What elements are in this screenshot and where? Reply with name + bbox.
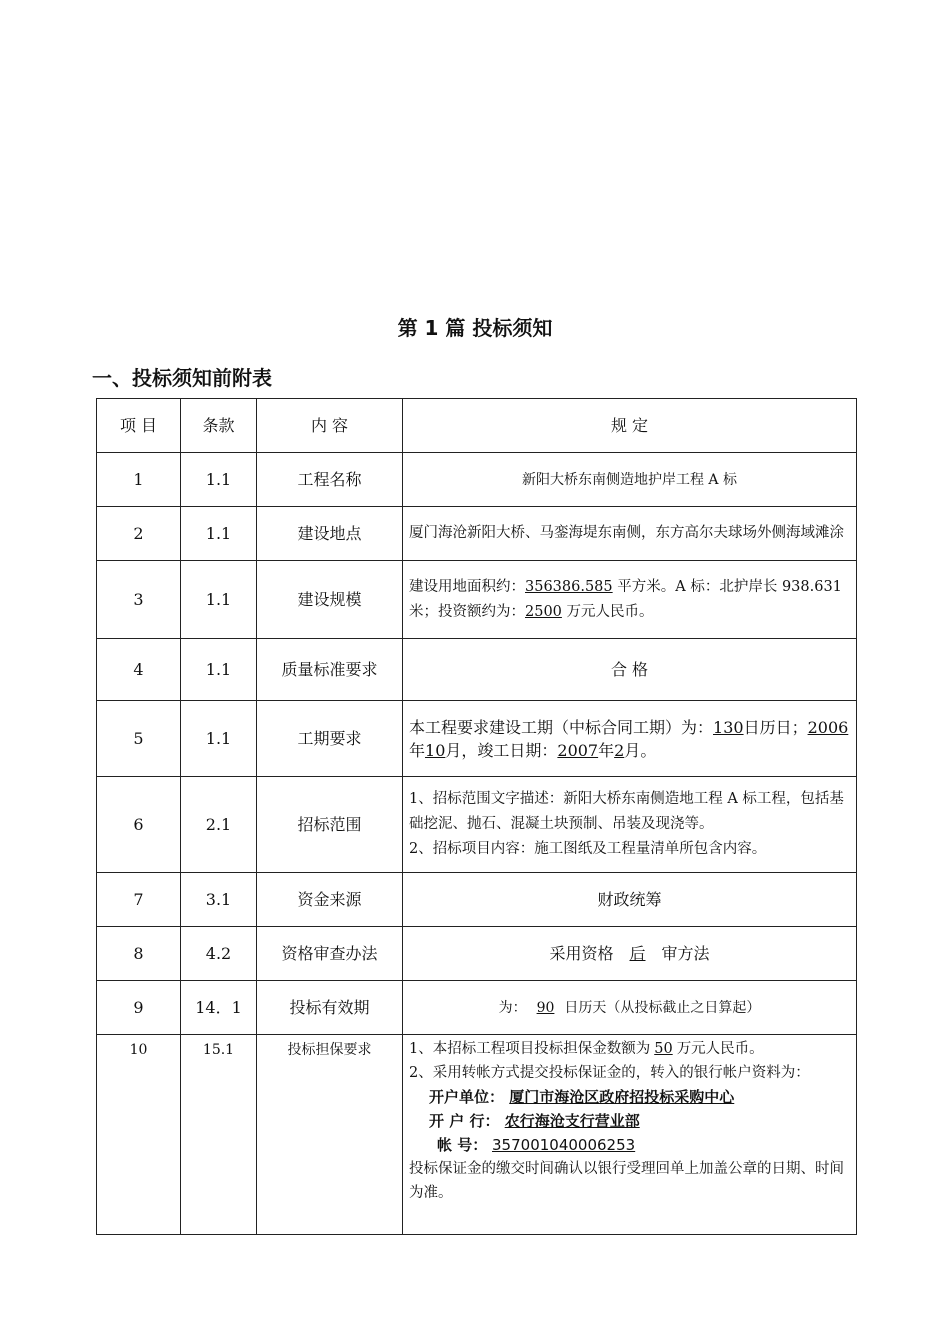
year-label: 年 xyxy=(409,740,426,760)
row-rule xyxy=(403,561,857,639)
bid-notice-table xyxy=(96,398,857,1235)
table-header-row xyxy=(97,399,857,453)
end-month: 2 xyxy=(614,740,625,760)
row-clause: 1.1 xyxy=(181,507,257,561)
table-row xyxy=(97,981,857,1035)
row-name: 资金来源 xyxy=(257,873,403,927)
row-clause: 1.1 xyxy=(181,453,257,507)
rule-text: 为： xyxy=(498,999,527,1016)
rule-text: 建设用地面积约： xyxy=(409,578,525,595)
guarantee-line-3: 投标保证金的缴交时间确认以银行受理回单上加盖公章的日期、时间为准。 xyxy=(409,1161,844,1201)
table-row xyxy=(97,1035,857,1235)
row-clause: 2.1 xyxy=(181,777,257,873)
start-month: 10 xyxy=(425,740,446,760)
start-year: 2006 xyxy=(807,717,849,737)
row-clause: 14．1 xyxy=(181,981,257,1035)
rule-text: 万元人民币。 xyxy=(676,1041,764,1057)
row-name: 资格审查办法 xyxy=(257,927,403,981)
rule-text: 日历日； xyxy=(743,717,808,737)
row-name: 质量标准要求 xyxy=(257,639,403,701)
row-name: 投标担保要求 xyxy=(257,1035,403,1235)
row-rule: 合 格 xyxy=(403,639,857,701)
bank-label: 开 户 行： xyxy=(429,1112,500,1130)
row-no: 8 xyxy=(97,927,181,981)
row-no: 2 xyxy=(97,507,181,561)
row-no: 6 xyxy=(97,777,181,873)
header-rule: 规 定 xyxy=(403,399,857,453)
row-no: 7 xyxy=(97,873,181,927)
year-label: 年 xyxy=(598,740,615,760)
row-rule: 厦门海沧新阳大桥、马銮海堤东南侧，东方高尔夫球场外侧海域滩涂 xyxy=(403,507,857,561)
page-title: 第 1 篇 投标须知 xyxy=(397,316,553,340)
account-line xyxy=(409,1133,850,1157)
row-name: 招标范围 xyxy=(257,777,403,873)
row-clause: 4.2 xyxy=(181,927,257,981)
unit-label: 开户单位： xyxy=(429,1088,505,1106)
row-rule xyxy=(403,981,857,1035)
scope-line-1: 1、招标范围文字描述：新阳大桥东南侧造地工程 A 标工程，包括基础挖泥、抛石、混凝土块预制、吊装及现浇等。 xyxy=(409,791,844,832)
row-name: 工程名称 xyxy=(257,453,403,507)
method-value: 后 xyxy=(629,943,646,963)
row-rule xyxy=(403,1035,857,1235)
section-heading: 一、投标须知前附表 xyxy=(92,366,272,390)
row-rule xyxy=(403,927,857,981)
invest-value: 2500 xyxy=(525,603,562,620)
row-rule xyxy=(403,777,857,873)
bank-line xyxy=(409,1109,850,1133)
account-value: 357001040006253 xyxy=(492,1136,636,1154)
row-rule xyxy=(403,701,857,777)
row-clause: 1.1 xyxy=(181,561,257,639)
table-row xyxy=(97,873,857,927)
row-no: 4 xyxy=(97,639,181,701)
bank-value: 农行海沧支行营业部 xyxy=(504,1112,640,1130)
header-clause: 条款 xyxy=(181,399,257,453)
row-no: 9 xyxy=(97,981,181,1035)
guarantee-amount: 50 xyxy=(654,1041,673,1057)
rule-text: 月。 xyxy=(624,740,657,760)
header-item: 项 目 xyxy=(97,399,181,453)
table-row xyxy=(97,777,857,873)
row-name: 建设地点 xyxy=(257,507,403,561)
rule-text: 本工程要求建设工期（中标合同工期）为： xyxy=(409,717,714,737)
account-label: 帐 号： xyxy=(437,1136,488,1154)
rule-text: 月，竣工日期： xyxy=(445,740,558,760)
guarantee-line-1 xyxy=(409,1037,850,1061)
rule-text: 万元人民币。 xyxy=(561,603,654,620)
table-row xyxy=(97,507,857,561)
row-name: 建设规模 xyxy=(257,561,403,639)
row-rule: 财政统筹 xyxy=(403,873,857,927)
header-content: 内 容 xyxy=(257,399,403,453)
row-name: 投标有效期 xyxy=(257,981,403,1035)
table-row xyxy=(97,927,857,981)
row-clause: 1.1 xyxy=(181,701,257,777)
end-year: 2007 xyxy=(557,740,599,760)
rule-text: 审方法 xyxy=(661,943,710,963)
rule-text: 平方米。A 标：北护岸长 938.631 米；投资额约为： xyxy=(409,578,842,620)
account-unit-line xyxy=(409,1085,850,1109)
table-row xyxy=(97,561,857,639)
days-value: 130 xyxy=(713,717,744,737)
row-no: 3 xyxy=(97,561,181,639)
table-row xyxy=(97,639,857,701)
row-no: 10 xyxy=(97,1035,181,1235)
guarantee-line-2: 2、采用转帐方式提交投标保证金的，转入的银行帐户资料为： xyxy=(409,1065,810,1081)
table-row xyxy=(97,701,857,777)
rule-text: 日历天（从投标截止之日算起） xyxy=(564,999,761,1016)
row-no: 5 xyxy=(97,701,181,777)
row-clause: 3.1 xyxy=(181,873,257,927)
rule-text: 采用资格 xyxy=(549,943,614,963)
scope-line-2: 2、招标项目内容：施工图纸及工程量清单所包含内容。 xyxy=(409,841,767,857)
row-rule: 新阳大桥东南侧造地护岸工程 A 标 xyxy=(403,453,857,507)
row-name: 工期要求 xyxy=(257,701,403,777)
area-value: 356386.585 xyxy=(525,578,613,595)
row-no: 1 xyxy=(97,453,181,507)
row-clause: 15.1 xyxy=(181,1035,257,1235)
rule-text: 1、本招标工程项目投标担保金数额为 xyxy=(409,1041,651,1057)
unit-value: 厦门市海沧区政府招投标采购中心 xyxy=(509,1088,735,1106)
validity-days: 90 xyxy=(536,999,555,1016)
row-clause: 1.1 xyxy=(181,639,257,701)
table-row xyxy=(97,453,857,507)
